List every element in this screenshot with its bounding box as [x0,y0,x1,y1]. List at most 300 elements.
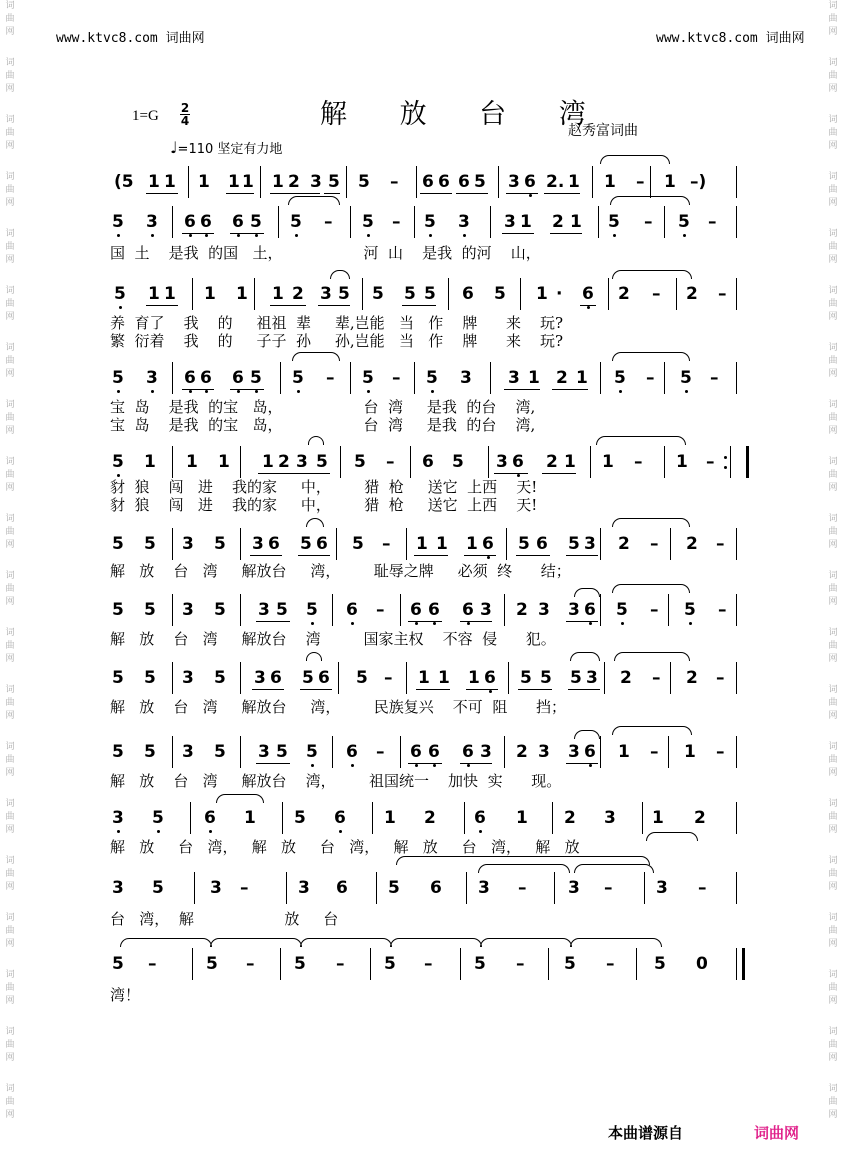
octave-dot-below [205,234,208,237]
bar-line [338,662,339,694]
bar-line [406,528,407,560]
bar-line [172,528,173,560]
slur-arc [570,652,600,661]
octave-dot-below [367,390,370,393]
jianpu-note: 6 [462,600,474,620]
jianpu-note: 2 [292,284,304,304]
jianpu-note: 1 [164,172,176,192]
beam-underline [460,763,492,764]
jianpu-note: 5 [570,668,582,688]
slur-arc [306,518,324,527]
jianpu-note: 6 [462,284,474,304]
jianpu-note: 5 [356,668,368,688]
bar-line [172,206,173,238]
jianpu-note: 2 [618,284,630,304]
beam-underline [256,763,290,764]
lyric-line: 繁 衍着 我 的 子子 孙 孙,岂能 当 作 牌 来 玩? [110,332,564,350]
jianpu-note: 5 [678,212,690,232]
quarter-note-icon: ♩ [170,138,178,157]
jianpu-note: 5 [518,534,530,554]
jianpu-note: 5 [144,534,156,554]
bar-line [400,736,401,768]
jianpu-note: – [326,368,335,388]
bar-line [350,362,351,394]
bar-line [346,166,347,198]
jianpu-note: 5 [568,534,580,554]
beam-underline [502,233,534,234]
jianpu-note: 1 [186,452,198,472]
bar-line [552,802,553,834]
jianpu-note: 1 [576,368,588,388]
jianpu-note: 6 [584,742,596,762]
bar-line [490,362,491,394]
jianpu-note: 3 [480,600,492,620]
bar-line [336,528,337,560]
octave-dot-below [589,764,592,767]
jianpu-note: 2 [424,808,436,828]
jianpu-note: – [716,742,725,762]
jianpu-note: 1 [564,452,576,472]
jianpu-note: 3 [298,878,310,898]
bar-line [490,206,491,238]
jianpu-note: 6 [346,742,358,762]
jianpu-note: (5 [114,172,134,192]
lyric-line: 宝 岛 是我 的宝 岛， 台 湾 是我 的台 湾, [110,398,536,416]
bar-line [664,206,665,238]
site-url-right[interactable]: www.ktvc8.com 词曲网 [656,31,805,46]
key-signature: 1=G [132,108,159,124]
jianpu-note: 5 [294,808,306,828]
jianpu-note: 1 [236,284,248,304]
jianpu-note: 1 [676,452,688,472]
jianpu-note: 1 [604,172,616,192]
lyric-line: 解 放 台 湾， 解 放 台 湾， 解 放 台 湾， 解 放 [110,838,580,856]
slur-arc [292,352,340,361]
lyric-line: 养 育了 我 的 祖祖 辈 辈,岂能 当 作 牌 来 玩? [110,314,564,332]
repeat-dot [724,466,727,469]
lyric-line: 湾！ [110,986,141,1004]
jianpu-note: 1 [218,452,230,472]
jianpu-note: 5 [608,212,620,232]
bar-line [172,362,173,394]
jianpu-note: 5 [112,452,124,472]
jianpu-note: 5 [354,452,366,472]
jianpu-note: 1 [272,172,284,192]
jianpu-note: · [556,284,563,304]
octave-dot-below [237,234,240,237]
octave-dot-below [351,622,354,625]
octave-dot-below [311,622,314,625]
jianpu-note: 6 [462,742,474,762]
jianpu-note: 6 [512,452,524,472]
octave-dot-below [255,390,258,393]
jianpu-note: 5 [564,954,576,974]
bar-line [736,166,737,198]
jianpu-note: 3 [310,172,322,192]
bar-line [600,594,601,626]
jianpu-note: 0 [696,954,708,974]
octave-dot-below [683,234,686,237]
octave-dot-below [589,622,592,625]
lyric-line: 解 放 台 湾 解放台 湾， 民族复兴 不可 阻 挡； [110,698,566,716]
jianpu-note: 3 [504,212,516,232]
octave-dot-below [433,622,436,625]
bar-line [644,872,645,904]
jianpu-note: 1 [198,172,210,192]
jianpu-note: 2 [620,668,632,688]
slur-arc [120,938,212,947]
jianpu-note: 5 [452,452,464,472]
jianpu-note: – [386,452,395,472]
bar-line [464,802,465,834]
jianpu-note: 5 [112,368,124,388]
jianpu-note: 3 [112,808,124,828]
brand-link[interactable]: 词曲网 [754,1124,800,1142]
bar-line [332,594,333,626]
jianpu-note: 6 [422,172,434,192]
bar-line [416,166,417,198]
octave-dot-below [415,622,418,625]
jianpu-note: 1 [204,284,216,304]
jianpu-note: 1 [244,808,256,828]
beam-underline [300,689,332,690]
beam-underline [544,193,580,194]
jianpu-note: 5 [290,212,302,232]
jianpu-note: – [392,368,401,388]
jianpu-note: – [336,954,345,974]
jianpu-note: – [424,954,433,974]
bar-line [548,948,549,980]
jianpu-note: 6 [582,284,594,304]
jianpu-note: 5 [112,668,124,688]
bar-line [668,594,669,626]
jianpu-note: 5 [152,878,164,898]
beam-underline [460,621,492,622]
slur-arc [570,938,662,947]
jianpu-note: 6 [336,878,348,898]
slur-arc [574,730,600,739]
octave-dot-below [431,390,434,393]
bar-line [194,872,195,904]
jianpu-note: 3 [508,368,520,388]
bar-line [642,802,643,834]
source-label: 本曲谱源自 [608,1124,684,1142]
slur-arc [612,584,690,593]
bar-line [172,662,173,694]
jianpu-note: 5 [362,212,374,232]
bar-line [280,948,281,980]
jianpu-note: 5 [214,600,226,620]
jianpu-note: 5 [654,954,666,974]
beam-underline [146,193,178,194]
jianpu-note: – [650,534,659,554]
beam-underline [252,689,284,690]
bar-line [736,278,737,310]
slur-arc [614,652,690,661]
bar-line [240,662,241,694]
bar-line [736,872,737,904]
jianpu-note: 5 [144,742,156,762]
time-signature: $\frac{2}{4}$ [180,101,190,128]
bar-line [282,802,283,834]
bar-line [192,948,193,980]
jianpu-note: 3 [182,742,194,762]
jianpu-note: 5 [294,954,306,974]
jianpu-note: 5 [372,284,384,304]
jianpu-note: 5 [306,600,318,620]
jianpu-note: – [716,668,725,688]
jianpu-note: 3 [146,212,158,232]
lyric-line: 解 放 台 湾 解放台 湾， 耻辱之牌 必须 终 结； [110,562,571,580]
octave-dot-below [621,622,624,625]
bar-line [400,594,401,626]
jianpu-note: – [376,742,385,762]
beam-underline [182,389,214,390]
beam-underline [324,193,340,194]
jianpu-note: 1 [418,668,430,688]
bar-line [240,446,241,478]
bar-line [670,528,671,560]
beam-underline [466,689,498,690]
jianpu-note: – [716,534,725,554]
jianpu-note: – [706,452,715,472]
jianpu-note: 5 [474,172,486,192]
bar-line [190,802,191,834]
jianpu-note: – [384,668,393,688]
bar-line [670,662,671,694]
jianpu-note: 5 [424,212,436,232]
right-watermark-strip: 词曲网 词曲网 词曲网 词曲网 词曲网 词曲网 词曲网 词曲网 词曲网 词曲网 词曲网 词曲网 词曲网 词曲网 词曲网 词曲网 词曲网 词曲网 词曲网 词曲网 [828,1,838,1120]
bar-line [466,872,467,904]
jianpu-note: 3 [586,668,598,688]
octave-dot-below [297,390,300,393]
jianpu-note: 1 [242,172,254,192]
jianpu-note: 3 [568,878,580,898]
bar-line [650,166,651,198]
jianpu-note: 1 [144,452,156,472]
jianpu-note: 6 [200,212,212,232]
jianpu-note: 5 [214,668,226,688]
octave-dot-below [255,234,258,237]
jianpu-note: – [518,878,527,898]
octave-dot-below [689,622,692,625]
jianpu-note: 1 [438,668,450,688]
beam-underline [298,555,330,556]
slur-arc [612,352,690,361]
bar-line [172,736,173,768]
jianpu-note: 1 [272,284,284,304]
site-url-left[interactable]: www.ktvc8.com 词曲网 [56,31,205,46]
jianpu-note: 3 [296,452,308,472]
slur-arc [300,938,392,947]
jianpu-note: 3 [112,878,124,898]
jianpu-note: 5 [426,368,438,388]
jianpu-note: – [634,452,643,472]
bar-line [600,362,601,394]
beam-underline [258,473,330,474]
jianpu-note: 3 [182,600,194,620]
jianpu-note: 3 [258,600,270,620]
jianpu-note: 5 [292,368,304,388]
bar-line [736,528,737,560]
jianpu-note: – [516,954,525,974]
jianpu-note: 6 [482,534,494,554]
beam-underline [518,689,552,690]
bar-line [608,278,609,310]
jianpu-note: – [718,600,727,620]
octave-dot-below [295,234,298,237]
jianpu-note: 5 [276,742,288,762]
octave-dot-below [209,830,212,833]
jianpu-note: 5 [494,284,506,304]
bar-line [554,872,555,904]
bar-line [736,736,737,768]
jianpu-note: – [324,212,333,232]
octave-dot-below [117,390,120,393]
jianpu-note: 3 [508,172,520,192]
jianpu-note: – [650,600,659,620]
bar-line [504,736,505,768]
jianpu-note: 2 [686,284,698,304]
jianpu-note: 5 [114,284,126,304]
jianpu-note: 2 [546,452,558,472]
slur-arc [612,726,692,735]
octave-dot-below [529,194,532,197]
jianpu-note: – [646,368,655,388]
jianpu-note: 6 [428,600,440,620]
bar-line [286,872,287,904]
octave-dot-below [151,234,154,237]
beam-underline [506,193,538,194]
jianpu-note: 5 [384,954,396,974]
jianpu-note: 6 [232,368,244,388]
jianpu-note: 5 [338,284,350,304]
jianpu-note: 1 [568,172,580,192]
jianpu-note: 5 [362,368,374,388]
jianpu-note: 5 [152,808,164,828]
jianpu-note: – [148,954,157,974]
jianpu-note: 5 [214,534,226,554]
bar-line [590,446,591,478]
jianpu-note: 3 [584,534,596,554]
beam-underline [146,305,178,306]
slur-arc [480,938,572,947]
jianpu-note: 5 [112,742,124,762]
jianpu-note: 6 [270,668,282,688]
beam-underline [552,389,588,390]
bar-line [414,362,415,394]
jianpu-note: – [604,878,613,898]
bar-line [736,362,737,394]
jianpu-note: 6 [268,534,280,554]
jianpu-note: – [644,212,653,232]
bar-line [376,872,377,904]
beam-underline [256,621,290,622]
bar-line [508,662,509,694]
jianpu-note: – [246,954,255,974]
jianpu-note: 3 [320,284,332,304]
octave-dot-below [205,390,208,393]
jianpu-note: – [650,742,659,762]
jianpu-note: 6 [184,368,196,388]
jianpu-note: 1 [664,172,676,192]
bar-line [240,736,241,768]
beam-underline [550,233,582,234]
bar-line [736,594,737,626]
jianpu-note: 5 [276,600,288,620]
jianpu-note: – [708,212,717,232]
jianpu-note: 3 [478,878,490,898]
bar-line [604,662,605,694]
bar-line [192,278,193,310]
beam-underline [566,621,598,622]
octave-dot-below [367,234,370,237]
jianpu-note: 6 [536,534,548,554]
jianpu-note: 6 [458,172,470,192]
octave-dot-below [463,234,466,237]
bar-line [736,662,737,694]
jianpu-note: 1 [148,284,160,304]
jianpu-note: 6 [438,172,450,192]
jianpu-note: 1 [618,742,630,762]
slur-arc [612,270,692,279]
jianpu-note: 3 [568,742,580,762]
song-title: 解 放 台 湾 [320,99,608,130]
slur-arc [600,155,670,164]
jianpu-note: – [698,878,707,898]
lyric-line: 豺 狼 闯 进 我的家 中， 猎 枪 送它 上西 天! [110,496,538,514]
beam-underline [516,555,550,556]
beam-underline [464,555,496,556]
jianpu-note: 3 [496,452,508,472]
bar-line [406,662,407,694]
octave-dot-below [467,764,470,767]
jianpu-note: 3 [604,808,616,828]
slur-arc [574,588,600,597]
jianpu-note: 6 [524,172,536,192]
jianpu-note: 1 [148,172,160,192]
jianpu-note: 6 [232,212,244,232]
slur-arc [306,652,322,661]
bar-line [736,948,737,980]
bar-line [278,206,279,238]
lyric-line: 台 湾， 解 放 台 [110,910,339,928]
jianpu-note: 5 [250,212,262,232]
slur-arc [478,864,570,873]
jianpu-note: 3 [182,668,194,688]
jianpu-note: 5 [112,600,124,620]
jianpu-note: 1 [520,212,532,232]
jianpu-note: 5 [388,878,400,898]
bar-line [668,736,669,768]
octave-dot-below [157,830,160,833]
jianpu-note: 5 [616,600,628,620]
jianpu-note: – [652,284,661,304]
jianpu-note: 6 [316,534,328,554]
jianpu-note: 3 [252,534,264,554]
bar-line [520,278,521,310]
octave-dot-below [151,390,154,393]
jianpu-note: 5 [306,742,318,762]
jianpu-note: 1 [466,534,478,554]
jianpu-note: 2 [694,808,706,828]
repeat-dot [724,456,727,459]
jianpu-note: 2. [546,172,565,192]
lyric-line: 宝 岛 是我 的宝 岛， 台 湾 是我 的台 湾, [110,416,536,434]
octave-dot-below [189,234,192,237]
jianpu-note: 5 [316,452,328,472]
jianpu-note: 3 [538,600,550,620]
